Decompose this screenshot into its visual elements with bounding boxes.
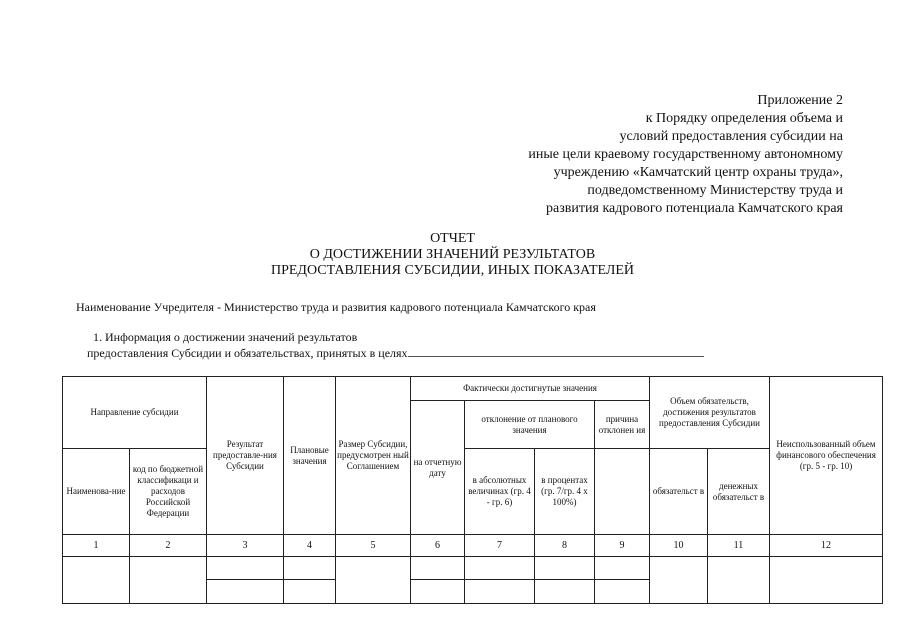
column-number: 8: [535, 535, 595, 557]
column-number: 5: [336, 535, 411, 557]
header-obligations-count: обязательст в: [650, 449, 708, 535]
report-title-line: О ДОСТИЖЕНИИ ЗНАЧЕНИЙ РЕЗУЛЬТАТОВ: [309, 247, 596, 262]
header-deviation-percent: в процентах (гр. 7/гр. 4 х 100%): [535, 449, 595, 535]
data-cell: [465, 580, 535, 604]
header-on-date: на отчетную дату: [411, 401, 465, 535]
header-name: Наименова-ние: [63, 449, 130, 535]
data-cell: [284, 557, 336, 580]
data-cell: [284, 580, 336, 604]
appendix-line: иные цели краевому государственному автономному: [528, 147, 843, 162]
data-cell: [708, 557, 770, 604]
header-direction: Направление субсидии: [63, 377, 207, 449]
data-cell: [411, 557, 465, 580]
header-result: Результат предоставле-ния Субсидии: [207, 377, 284, 535]
header-budget-code: код по бюджетной классификаци и расходов Российской Федерации: [130, 449, 207, 535]
data-cell: [207, 580, 284, 604]
report-title-line: ОТЧЕТ: [430, 231, 475, 246]
column-number: 4: [284, 535, 336, 557]
header-obligations: Объем обязательств, достижения результатов предоставления Субсидии: [650, 377, 770, 449]
header-deviation: отклонение от планового значения: [465, 401, 595, 449]
purpose-blank-field: [408, 345, 704, 357]
header-unused: Неиспользованный объем финансового обеспечения (гр. 5 - гр. 10): [770, 377, 883, 535]
data-cell: [595, 557, 650, 580]
column-number: 12: [770, 535, 883, 557]
data-cell: [411, 580, 465, 604]
appendix-line: к Порядку определения объема и: [645, 111, 843, 126]
header-money-obligations: денежных обязательст в: [708, 449, 770, 535]
appendix-line: развития кадрового потенциала Камчатского края: [546, 201, 843, 216]
header-subsidy-size: Размер Субсидии, предусмотрен ный Соглашением: [336, 377, 411, 535]
appendix-line: учреждению «Камчатский центр охраны труда»,: [553, 165, 843, 180]
column-number: 6: [411, 535, 465, 557]
data-cell: [650, 557, 708, 604]
header-reason: причина отклонен ия: [595, 401, 650, 449]
data-cell: [465, 557, 535, 580]
appendix-line: условий предоставления субсидии на: [619, 129, 843, 144]
appendix-block: [528, 92, 843, 218]
report-title-line: ПРЕДОСТАВЛЕНИЯ СУБСИДИИ, ИНЫХ ПОКАЗАТЕЛЕЙ: [270, 263, 635, 278]
purpose-line: [87, 345, 704, 361]
column-number: 11: [708, 535, 770, 557]
column-number: 2: [130, 535, 207, 557]
data-cell: [207, 557, 284, 580]
report-table: [62, 376, 883, 604]
appendix-line: подведомственному Министерству труда и: [587, 183, 843, 198]
column-number: 3: [207, 535, 284, 557]
data-cell: [535, 580, 595, 604]
column-number: 1: [63, 535, 130, 557]
data-cell: [595, 580, 650, 604]
founder-line: Наименование Учредителя - Министерство труда и развития кадрового потенциала Камчатского края: [76, 300, 596, 314]
report-title: [0, 231, 905, 279]
data-cell: [130, 557, 207, 604]
data-cell: [535, 557, 595, 580]
purpose-label: предоставления Субсидии и обязательствах, принятых в целях: [87, 346, 408, 360]
header-actual: Фактически достигнутые значения: [411, 377, 650, 401]
data-cell: [770, 557, 883, 604]
header-reason-blank: [595, 449, 650, 535]
column-number: 10: [650, 535, 708, 557]
header-deviation-absolute: в абсолютных величинах (гр. 4 - гр. 6): [465, 449, 535, 535]
data-cell: [63, 557, 130, 604]
header-planned: Плановые значения: [284, 377, 336, 535]
column-number: 9: [595, 535, 650, 557]
section-heading: 1. Информация о достижении значений результатов: [93, 330, 358, 344]
appendix-line: Приложение 2: [757, 93, 843, 108]
column-number: 7: [465, 535, 535, 557]
data-cell: [336, 557, 411, 604]
